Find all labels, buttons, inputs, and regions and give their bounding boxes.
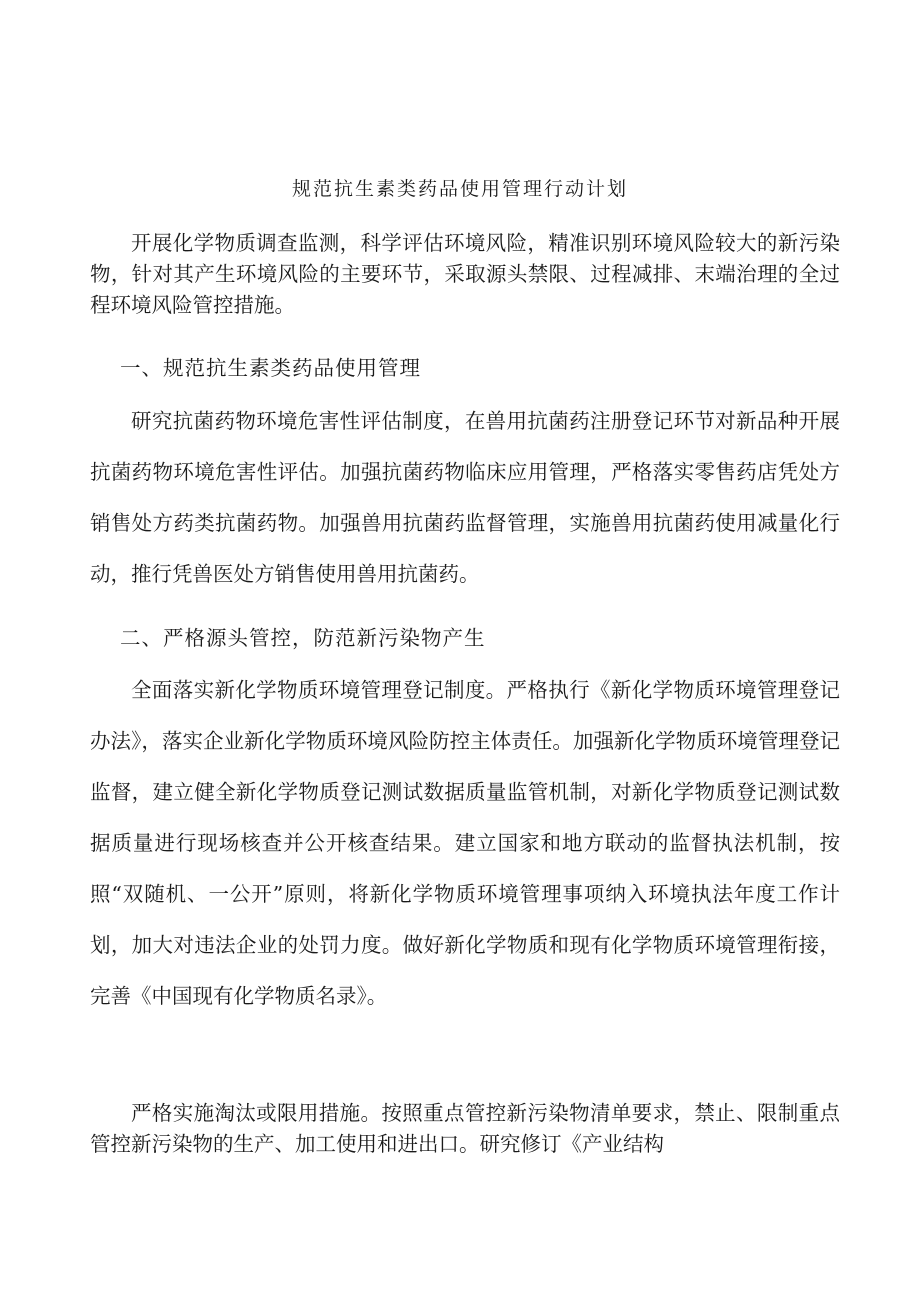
section-2-paragraph-2: 严格实施淘汰或限用措施。按照重点管控新污染物清单要求，禁止、限制重点管控新污染物的生产、加工使用和进出口。研究修订《产业结构 — [90, 1101, 840, 1156]
section-2-paragraph-1: 全面落实新化学物质环境管理登记制度。严格执行《新化学物质环境管理登记办法》，落实企业新化学物质环境风险防控主体责任。加强新化学物质环境管理登记监督，建立健全新化学物质登记测试数据质量监管机制，对新化学物质登记测试数据质量进行现场核查并公开核查结果。建立国家和地方联动的监督执法机制，按照“双随机、一公开”原则，将新化学物质环境管理事项纳入环境执法年度工作计划，加大对违法企业的处罚力度。做好新化学物质和现有化学物质环境管理衔接，完善《中国现有化学物质名录》。 — [90, 678, 840, 1008]
section-2-heading: 二、严格源头管控，防范新污染物产生 — [120, 626, 486, 650]
section-1-paragraph: 研究抗菌药物环境危害性评估制度，在兽用抗菌药注册登记环节对新品种开展抗菌药物环境危害性评估。加强抗菌药物临床应用管理，严格落实零售药店凭处方销售处方药类抗菌药物。加强兽用抗菌药监督管理，实施兽用抗菌药使用减量化行动，推行凭兽医处方销售使用兽用抗菌药。 — [90, 409, 840, 586]
section-1-heading: 一、规范抗生素类药品使用管理 — [120, 356, 421, 380]
document-title: 规范抗生素类药品使用管理行动计划 — [291, 178, 628, 200]
intro-paragraph: 开展化学物质调查监测，科学评估环境风险，精准识别环境风险较大的新污染物，针对其产生环境风险的主要环节，采取源头禁限、过程减排、末端治理的全过程环境风险管控措施。 — [90, 231, 840, 317]
